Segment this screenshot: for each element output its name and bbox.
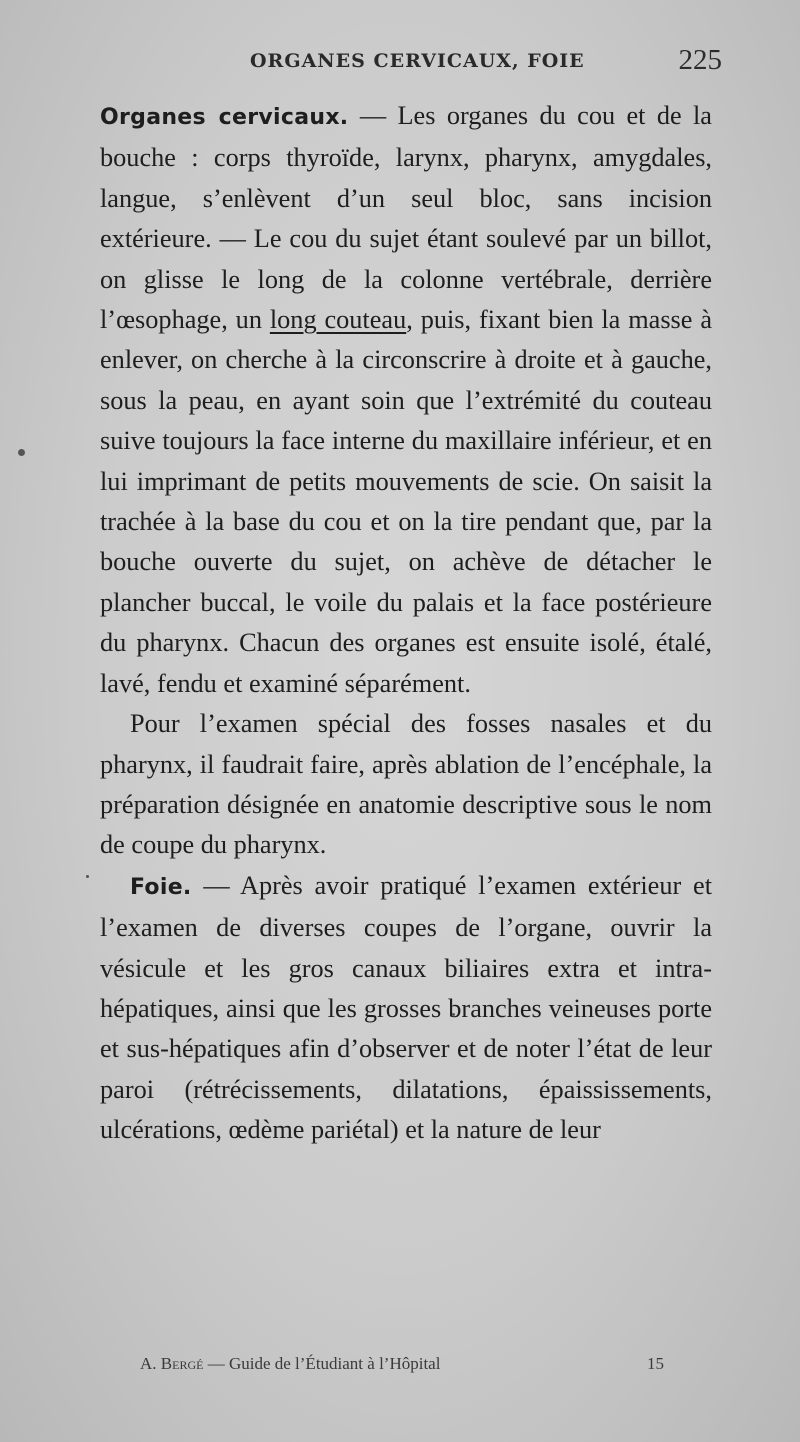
running-head xyxy=(0,44,800,80)
paragraph-text: — Les organes du cou et de la bouche : corps thyroïde, larynx, pharynx, amygdales, langue, s’enlèvent d’un seul bloc, sans incision extérieure. — Le cou du sujet étant soulevé par un billot, on glisse le long de la colonne vertébrale, derrière l’œsophage, un xyxy=(100,101,712,335)
page-number: 225 xyxy=(678,44,722,76)
paragraph-organes-cervicaux xyxy=(100,96,712,704)
underlined-phrase: long couteau xyxy=(269,305,407,335)
page-footer xyxy=(0,1354,800,1384)
section-heading-foie: Foie. xyxy=(130,874,192,900)
paragraph-foie xyxy=(100,866,712,1151)
footer-citation xyxy=(140,1354,440,1374)
author-initial: A. xyxy=(140,1354,157,1373)
signature-mark: 15 xyxy=(647,1354,664,1373)
ink-speck xyxy=(18,449,25,456)
ink-speck xyxy=(86,875,89,878)
book-title: Guide de l’Étudiant à l’Hôpital xyxy=(228,1354,441,1373)
paragraph-text: , puis, fixant bien la masse à enlever, on cherche à la circonscrire à droite et à gauche, sous la peau, en ayant soin que l’extrémité du couteau suive toujours la face interne du maxillaire inférieur, et en lui imprimant de petits mouvements de scie. On saisit la trachée à la base du cou et on la tire pendant que, par la bouche ouverte du sujet, on achève de détacher le plancher buccal, le voile du palais et la face postérieure du pharynx. Chacun des organes est ensuite isolé, étalé, lavé, fendu et examiné séparément. xyxy=(100,305,713,698)
body-text xyxy=(100,96,712,1151)
paragraph-fosses-nasales: Pour l’examen spécial des fosses nasales et du pharynx, il faudrait faire, après ablation de l’encéphale, la préparation désignée en anatomie descriptive sous le nom de coupe du pharynx. xyxy=(100,709,712,860)
section-heading-organes-cervicaux: Organes cervicaux. xyxy=(100,105,349,130)
author-name: Bergé xyxy=(160,1354,204,1373)
running-head-title: ORGANES CERVICAUX, FOIE xyxy=(250,50,585,72)
paragraph-text: — Après avoir pratiqué l’examen extérieur et l’examen de diverses coupes de l’organe, ouvrir la vésicule et les gros canaux biliaires extra et intra-hépatiques, ainsi que les grosses branches veineuses porte et sus-hépatiques afin d’observer et de noter l’état de leur paroi (rétrécissements, dilatations, épaississements, ulcérations, œdème pariétal) et la nature de leur xyxy=(100,870,712,1145)
footer-dash: — xyxy=(207,1354,225,1373)
